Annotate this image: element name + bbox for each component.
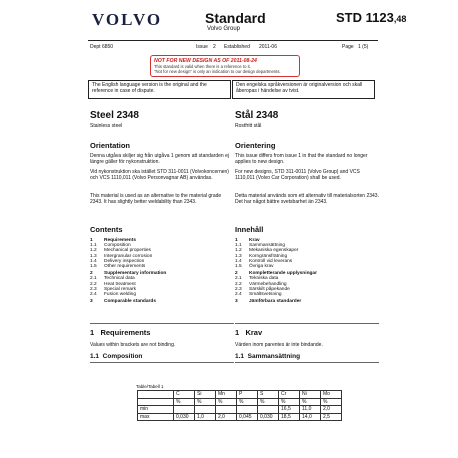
toc-item-number: 2 — [90, 271, 93, 277]
left-orientation-heading: Orientation — [90, 141, 131, 150]
unit-cell: % — [195, 398, 216, 406]
element-header: S — [258, 391, 279, 399]
toc-item — [235, 264, 317, 269]
right-orientation-p1: This issue differs from issue 1 in that the standard no longer applies to new design. — [235, 153, 368, 165]
element-header: Mn — [216, 391, 237, 399]
right-subtitle: Rostfritt stål — [235, 123, 262, 129]
right-contents-heading: Innehåll — [235, 225, 264, 234]
left-comp-rule — [90, 362, 234, 363]
row-label: min — [138, 406, 174, 414]
toc-item-text: Supplementary information — [104, 271, 167, 277]
established-value: 2011-06 — [259, 44, 277, 50]
left-contents-heading: Contents — [90, 225, 123, 234]
unit-cell: % — [258, 398, 279, 406]
table-row — [138, 406, 342, 414]
not-for-new-design-notice — [150, 55, 300, 77]
right-comp-title: Sammansättning — [247, 353, 301, 360]
toc-item-text: Intergranular corrosion — [104, 253, 153, 259]
toc-item-number: 2.4 — [90, 292, 97, 298]
page-label: Page — [342, 44, 354, 50]
table-cell — [174, 406, 195, 414]
right-comp-rule — [235, 362, 379, 363]
element-header: Si — [195, 391, 216, 399]
toc-item-text: Comparable standards — [104, 299, 156, 305]
right-orientation-p2: For new designs, STD 311-0011 (Volvo Group) and VCS 1110,011 (Volvo Car Corporation) shall be used. — [235, 169, 360, 181]
standard-number-main: STD 1123 — [336, 10, 394, 25]
composition-table — [137, 390, 342, 421]
right-requirements-heading — [235, 328, 262, 337]
toc-item-text: Övriga krav — [249, 264, 274, 270]
right-toc — [235, 238, 317, 304]
notice-title: NOT FOR NEW DESIGN AS OF 2011-08-24 — [154, 58, 257, 64]
toc-item-number: 3 — [90, 299, 93, 305]
left-orientation-p1: Denna utgåva skiljer sig från utgåva 1 genom att standarden ej längre gäller för nykonstruktion. — [90, 153, 229, 165]
table-cell: 16,5 — [279, 406, 300, 414]
table-row — [138, 391, 342, 399]
left-section-rule — [90, 323, 234, 324]
unit-cell: % — [279, 398, 300, 406]
toc-item — [235, 292, 317, 297]
toc-item-number: 3 — [235, 299, 238, 305]
toc-item-number: 2.1 — [235, 276, 242, 282]
unit-cell: % — [321, 398, 342, 406]
issue-value: 2 — [213, 44, 216, 50]
right-comp-num: 1.1 — [235, 353, 245, 360]
toc-item-number: 2.4 — [235, 292, 242, 298]
left-orientation-p2: Vid nykonstruktion ska istället STD 311-0011 (Volvokoncernen) och VCS 1110,011 (Volvo Personvagnar AB) användas. — [90, 169, 229, 181]
table-cell: 2,0 — [321, 406, 342, 414]
page-value: 1 (5) — [358, 44, 369, 50]
left-comp-num: 1.1 — [90, 353, 100, 360]
notice-line-3: "Not for new design" is only an indication to our design departments. — [154, 69, 281, 74]
toc-item-number: 1.1 — [90, 243, 97, 249]
toc-item-number: 2 — [235, 271, 238, 277]
table-row — [138, 413, 342, 421]
left-req-num: 1 — [90, 328, 95, 337]
standard-subtitle: Volvo Group — [207, 26, 241, 32]
toc-item-number: 1.2 — [235, 248, 242, 254]
toc-item-number: 1.3 — [235, 253, 242, 259]
notice-line-2: This standard is valid when there is a reference to it. — [154, 64, 251, 69]
toc-item-text: Korngränsfrätning — [249, 253, 288, 259]
left-title: Steel 2348 — [90, 110, 139, 121]
table-cell — [258, 406, 279, 414]
table-cell: 0,030 — [258, 413, 279, 421]
toc-item-text: Värmebehandling — [249, 281, 287, 287]
standard-number-suffix: ,48 — [393, 14, 407, 24]
right-req-num: 1 — [235, 328, 240, 337]
toc-item-number: 1.4 — [90, 258, 97, 264]
table-corner-cell — [138, 391, 174, 399]
toc-item-text: Delivery inspection — [104, 258, 145, 264]
toc-item-number: 2.3 — [235, 286, 242, 292]
unit-cell: % — [300, 398, 321, 406]
toc-item-text: Kompletterande upplysningar — [249, 271, 317, 277]
toc-item-number: 2.2 — [90, 281, 97, 287]
toc-item-text: Smältsvetsning — [249, 292, 282, 298]
toc-item-text: Other requirements — [104, 264, 146, 270]
table-cell: 14,0 — [300, 413, 321, 421]
toc-item-number: 2.1 — [90, 276, 97, 282]
right-title: Stål 2348 — [235, 110, 279, 121]
toc-item-text: Heat treatment — [104, 281, 136, 287]
toc-item-text: Krav — [249, 238, 260, 243]
unit-cell: % — [237, 398, 258, 406]
element-header: C — [174, 391, 195, 399]
toc-item-text: Composition — [104, 243, 131, 249]
left-orientation-p3: This material is used as an alternative to the material grade 2343. It has slightly better weldability than 2343. — [90, 193, 222, 205]
element-header: Ni — [300, 391, 321, 399]
table-cell — [216, 406, 237, 414]
left-subtitle: Stainless steel — [90, 123, 123, 129]
table-caption: Table/Tabell 1 — [136, 384, 164, 389]
toc-item-text: Jämförbara standarder — [249, 299, 302, 305]
table-row — [138, 398, 342, 406]
toc-item-text: Tekniska data — [249, 276, 279, 282]
toc-item-number: 2.2 — [235, 281, 242, 287]
toc-item-text: Technical data — [104, 276, 135, 282]
right-req-title: Krav — [245, 328, 263, 337]
toc-item-text: Special remark — [104, 286, 136, 292]
toc-item — [235, 299, 317, 304]
left-requirements-text: Values within brackets are not binding. — [90, 342, 176, 348]
left-comp-title: Composition — [102, 353, 143, 360]
toc-item-number: 1.3 — [90, 253, 97, 259]
dept-label: Dept 6850 — [90, 44, 114, 50]
language-note-sv: Den engelska språkversionen är originalversion och skall åberopas i händelse av tvist. — [232, 80, 375, 99]
element-header: Cr — [279, 391, 300, 399]
toc-item-number: 1.1 — [235, 243, 242, 249]
right-composition-heading — [235, 353, 300, 360]
element-header: Mo — [321, 391, 342, 399]
header-rule — [88, 40, 378, 41]
toc-item — [90, 264, 166, 269]
toc-item-number: 1.4 — [235, 258, 242, 264]
left-req-title: Requirements — [100, 328, 151, 337]
toc-item-number: 1.2 — [90, 248, 97, 254]
table-cell — [195, 406, 216, 414]
volvo-logo: VOLVO — [92, 10, 163, 29]
right-orientation-p3: Detta material används som ett alternativ till materialsorten 2343. Det har något bättre svetsbarhet än 2343. — [235, 193, 379, 205]
right-section-rule — [235, 323, 379, 324]
table-cell: 1,0 — [195, 413, 216, 421]
right-orientation-heading: Orientering — [235, 141, 276, 150]
toc-item-text: Sammansättning — [249, 243, 285, 249]
language-note-en: The English language version is the original and the reference in case of dispute. — [88, 80, 231, 99]
left-requirements-heading — [90, 328, 150, 337]
table-cell: 2,0 — [216, 413, 237, 421]
toc-item-text: Mechanical properties — [104, 248, 151, 254]
issue-label: Issue — [196, 44, 208, 50]
toc-item-text: Fusion welding — [104, 292, 136, 298]
element-header: P — [237, 391, 258, 399]
established-label: Established — [224, 44, 250, 50]
toc-item — [90, 299, 166, 304]
toc-item-number: 1 — [235, 238, 238, 243]
left-composition-heading — [90, 353, 142, 360]
toc-item-number: 1 — [90, 238, 93, 243]
toc-item-text: Mekaniska egenskaper — [249, 248, 299, 254]
table-cell: 2,5 — [321, 413, 342, 421]
table-cell: 11,0 — [300, 406, 321, 414]
toc-item-text: Requirements — [104, 238, 136, 243]
table-cell: 0,045 — [237, 413, 258, 421]
unit-cell: % — [216, 398, 237, 406]
table-cell: 0,030 — [174, 413, 195, 421]
unit-corner-cell — [138, 398, 174, 406]
table-cell — [237, 406, 258, 414]
unit-cell: % — [174, 398, 195, 406]
toc-item-number: 1.5 — [235, 264, 242, 270]
standard-number — [336, 10, 406, 25]
toc-item-text: Kontroll vid leverans — [249, 258, 293, 264]
left-toc — [90, 238, 166, 304]
toc-item-text: Särskilt påpekande — [249, 286, 290, 292]
toc-item-number: 1.5 — [90, 264, 97, 270]
right-requirements-text: Värden inom parentes är inte bindande. — [235, 342, 323, 348]
row-label: max — [138, 413, 174, 421]
table-cell: 18,5 — [279, 413, 300, 421]
toc-item-number: 2.3 — [90, 286, 97, 292]
toc-item — [90, 292, 166, 297]
standard-title: Standard — [205, 10, 266, 26]
